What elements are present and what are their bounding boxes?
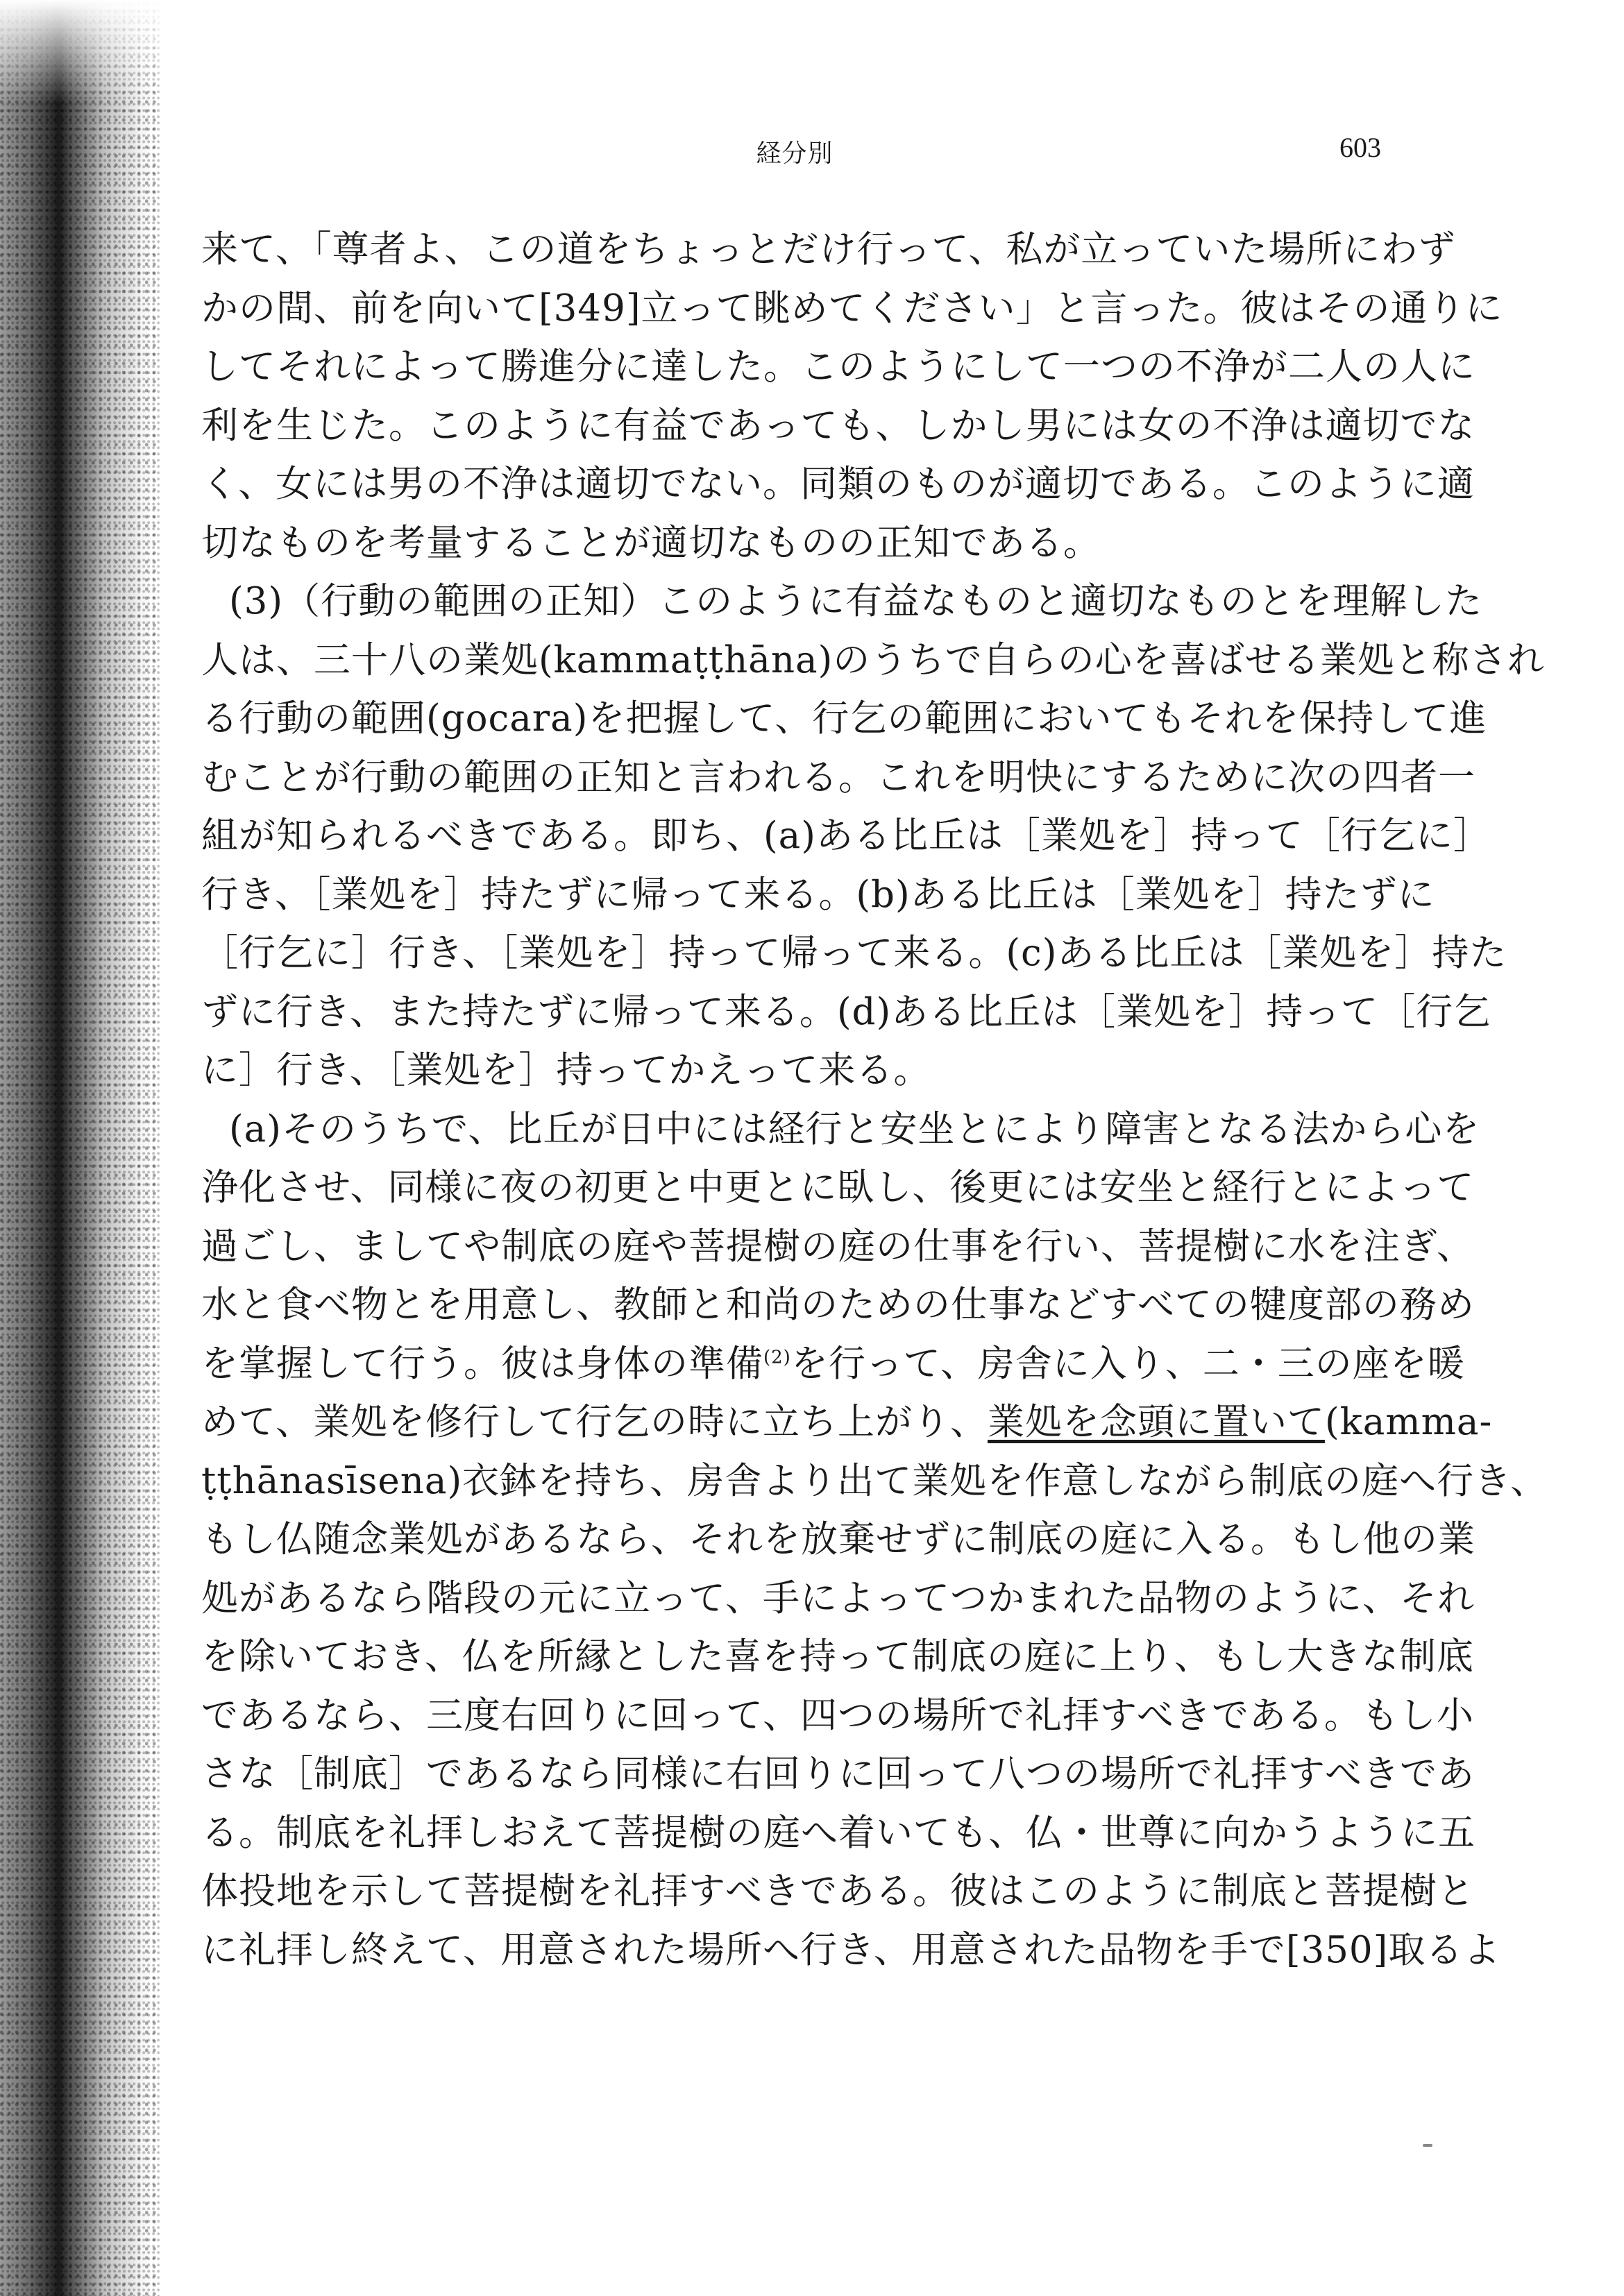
text-line: かの間、前を向いて[349]立って眺めてください」と言った。彼はその通りに <box>201 287 1503 330</box>
text-line: る行動の範囲(gocara)を把握して、行乞の範囲においてもそれを保持して進 <box>201 697 1487 740</box>
text-line: を除いておき、仏を所縁とした喜を持って制底の庭に上り、もし大きな制底 <box>201 1635 1474 1678</box>
text-segment: (kamma- <box>1324 1401 1493 1443</box>
text-line: ［行乞に］行き、［業処を］持って帰って来る。(c)ある比丘は［業処を］持た <box>201 932 1507 974</box>
text-line: むことが行動の範囲の正知と言われる。これを明快にするために次の四者一 <box>201 756 1475 799</box>
page-number: 603 <box>1339 132 1381 163</box>
text-line: 水と食べ物とを用意し、教師と和尚のための仕事などすべての犍度部の務め <box>201 1284 1475 1326</box>
text-line: もし仏随念業処があるなら、それを放棄せずに制底の庭に入る。もし他の業 <box>201 1518 1475 1561</box>
text-line: に礼拝し終えて、用意された場所へ行き、用意された品物を手で[350]取るよ <box>201 1928 1501 1971</box>
text-line <box>201 1335 1465 1394</box>
text-line: 行き、［業処を］持たずに帰って来る。(b)ある比丘は［業処を］持たずに <box>201 873 1435 916</box>
text-line: 浄化させ、同様に夜の初更と中更とに臥し、後更には安坐と経行とによって <box>201 1166 1475 1209</box>
text-segment: を掌握して行う。彼は身体の準備 <box>201 1342 763 1385</box>
text-line <box>201 1393 1493 1452</box>
text-line: (a)そのうちで、比丘が日中には経行と安坐とにより障害となる法から心を <box>229 1107 1480 1150</box>
text-line: 切なものを考量することが適切なものの正知である。 <box>201 521 1101 564</box>
text-line: 体投地を示して菩提樹を礼拝すべきである。彼はこのように制底と菩提樹と <box>201 1870 1475 1912</box>
text-line: ṭṭhānasīsena)衣鉢を持ち、房舎より出て業処を作意しながら制底の庭へ行き、 <box>201 1459 1548 1502</box>
text-line: 来て、「尊者よ、この道をちょっとだけ行って、私が立っていた場所にわず <box>201 228 1456 271</box>
underlined-phrase: 業処を念頭に置いて <box>987 1401 1325 1443</box>
note-marker: (2) <box>763 1346 791 1368</box>
text-line: 人は、三十八の業処(kammaṭṭhāna)のうちで自らの心を喜ばせる業処と称され <box>201 638 1545 681</box>
text-line: 過ごし、ましてや制底の庭や菩提樹の庭の仕事を行い、菩提樹に水を注ぎ、 <box>201 1225 1474 1268</box>
text-line: 処があるなら階段の元に立って、手によってつかまれた品物のように、それ <box>201 1576 1475 1619</box>
running-title: 経分別 <box>756 139 834 168</box>
text-segment: を行って、房舎に入り、二・三の座を暖 <box>790 1342 1465 1385</box>
text-line: さな［制底］であるなら同様に右回りに回って八つの場所で礼拝すべきであ <box>201 1753 1475 1795</box>
text-line: く、女には男の不浄は適切でない。同類のものが適切である。このように適 <box>201 463 1475 505</box>
text-line: る。制底を礼拝しおえて菩提樹の庭へ着いても、仏・世尊に向かうように五 <box>201 1811 1475 1854</box>
page-header <box>208 128 1381 177</box>
scan-speck <box>1423 2144 1432 2147</box>
text-line: (3)（行動の範囲の正知）このように有益なものと適切なものとを理解した <box>229 580 1483 622</box>
text-line: に］行き、［業処を］持ってかえって来る。 <box>201 1049 931 1091</box>
book-binding-shadow <box>0 0 160 2296</box>
text-line: してそれによって勝進分に達した。このようにして一つの不浄が二人の人に <box>201 346 1475 388</box>
text-line: 組が知られるべきである。即ち、(a)ある比丘は［業処を］持って［行乞に］ <box>201 815 1491 857</box>
body-text <box>201 221 1548 1980</box>
text-line: 利を生じた。このように有益であっても、しかし男には女の不浄は適切でな <box>201 404 1475 447</box>
text-line: ずに行き、また持たずに帰って来る。(d)ある比丘は［業処を］持って［行乞 <box>201 990 1491 1033</box>
binding-fade <box>0 0 160 104</box>
text-line: であるなら、三度右回りに回って、四つの場所で礼拝すべきである。もし小 <box>201 1694 1474 1737</box>
text-segment: めて、業処を修行して行乞の時に立ち上がり、 <box>201 1401 988 1443</box>
